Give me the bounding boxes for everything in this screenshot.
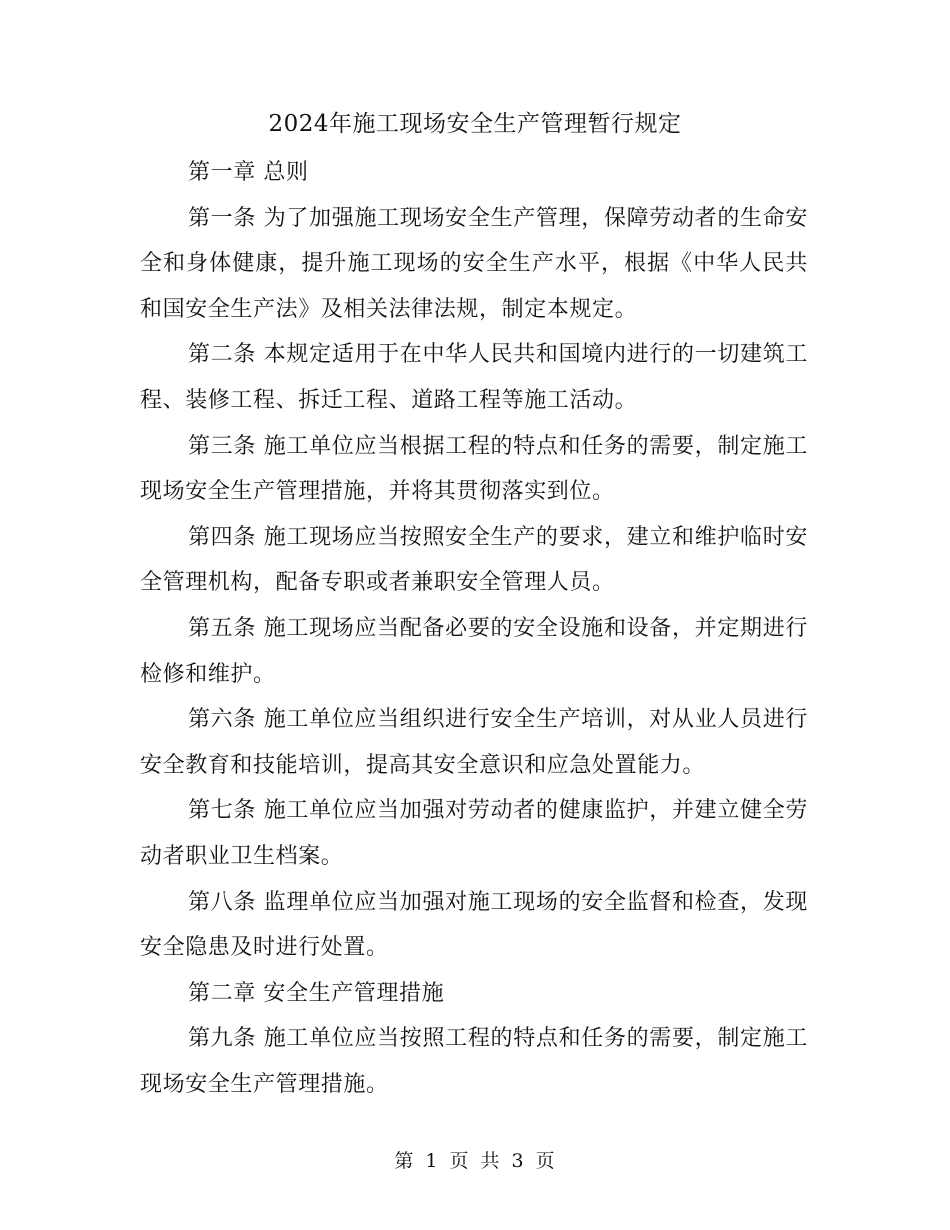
- article-6: 第六条 施工单位应当组织进行安全生产培训，对从业人员进行安全教育和技能培训，提高其安全意识和应急处置能力。: [140, 707, 808, 778]
- article-3: 第三条 施工单位应当根据工程的特点和任务的需要，制定施工现场安全生产管理措施，并将其贯彻落实到位。: [140, 433, 808, 505]
- chapter-heading-2: 第二章 安全生产管理措施: [188, 980, 445, 1006]
- chapter-heading-1: 第一章 总则: [188, 160, 309, 185]
- article-2: 第二条 本规定适用于在中华人民共和国境内进行的一切建筑工程、装修工程、拆迁工程、道路工程等施工活动。: [140, 342, 808, 413]
- document-title: 2024年施工现场安全生产管理暂行规定: [268, 111, 682, 137]
- article-8: 第八条 监理单位应当加强对施工现场的安全监督和检查，发现安全隐患及时进行处置。: [140, 889, 808, 961]
- page-number: 第 1 页 共 3 页: [394, 1150, 556, 1172]
- article-4: 第四条 施工现场应当按照安全生产的要求，建立和维护临时安全管理机构，配备专职或者兼职安全管理人员。: [140, 524, 808, 596]
- article-5: 第五条 施工现场应当配备必要的安全设施和设备，并定期进行检修和维护。: [140, 615, 808, 687]
- article-9: 第九条 施工单位应当按照工程的特点和任务的需要，制定施工现场安全生产管理措施。: [140, 1026, 808, 1097]
- article-1: 第一条 为了加强施工现场安全生产管理，保障劳动者的生命安全和身体健康，提升施工现场的安全生产水平，根据《中华人民共和国安全生产法》及相关法律法规，制定本规定。: [140, 205, 808, 322]
- article-7: 第七条 施工单位应当加强对劳动者的健康监护，并建立健全劳动者职业卫生档案。: [140, 798, 808, 869]
- document-body: [140, 150, 808, 1107]
